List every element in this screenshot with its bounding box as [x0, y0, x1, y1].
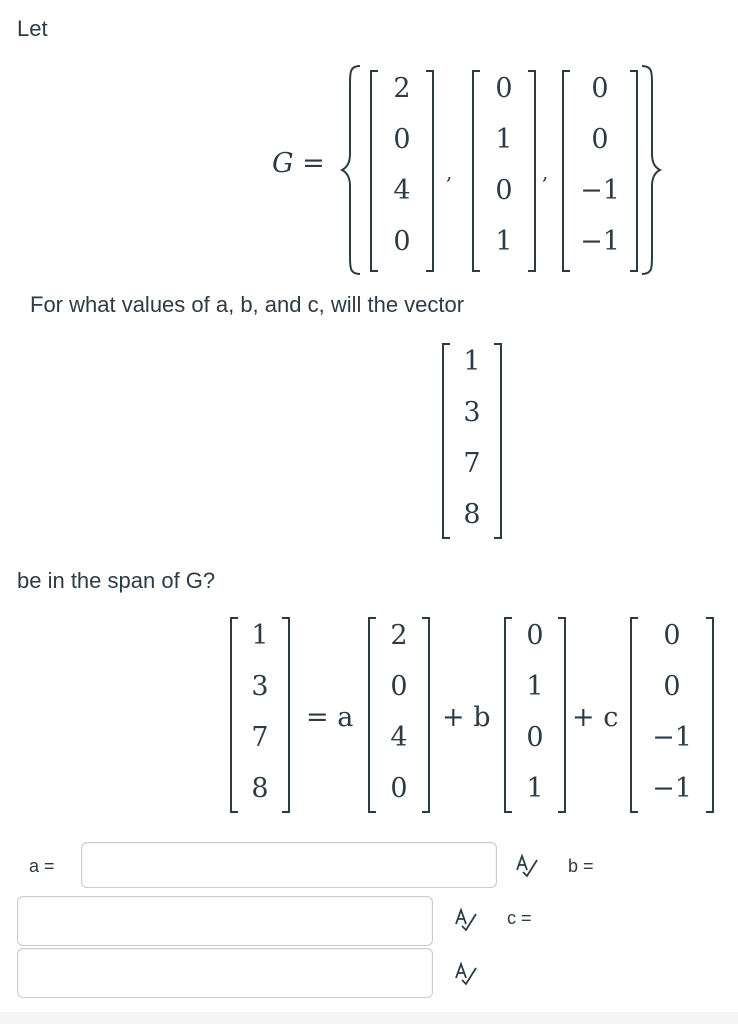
equation-editor-icon[interactable]	[513, 852, 539, 878]
eq3-entry-4: −1	[652, 773, 692, 804]
g3-entry-2: 0	[591, 124, 609, 155]
equation-editor-icon[interactable]	[452, 906, 478, 932]
target-vector	[442, 343, 502, 539]
eq3-entry-2: 0	[663, 671, 681, 702]
g3-entry-4: −1	[580, 226, 620, 257]
b-input[interactable]	[17, 896, 433, 946]
g1-entry-2: 0	[393, 124, 411, 155]
a-input[interactable]	[81, 842, 497, 888]
g3-entry-1: 0	[591, 73, 609, 104]
eq1-entry-3: 4	[390, 722, 408, 753]
g2-entry-3: 0	[495, 175, 513, 206]
question-text: For what values of a, b, and c, will the vector	[30, 292, 465, 317]
footer-strip	[0, 1012, 738, 1024]
eq-target-entry-4: 8	[251, 773, 269, 804]
g-vector-1	[370, 70, 434, 272]
let-text: Let	[17, 16, 48, 41]
eq3-entry-3: −1	[652, 722, 692, 753]
set-equals: =	[302, 148, 325, 179]
set-name-symbol: G	[272, 148, 294, 179]
g1-entry-1: 2	[393, 73, 411, 104]
g1-entry-4: 0	[393, 226, 411, 257]
eq2-entry-1: 0	[526, 620, 544, 651]
g2-entry-2: 1	[495, 124, 513, 155]
eq-target-entry-1: 1	[251, 620, 269, 651]
c-label: c =	[507, 908, 532, 928]
eq3-entry-1: 0	[663, 620, 681, 651]
plus-b-text: + b	[442, 702, 491, 733]
a-label: a =	[29, 856, 55, 876]
eq2-entry-4: 1	[526, 773, 544, 804]
g-vector-2	[472, 70, 536, 272]
g-vector-3	[562, 70, 638, 272]
plus-c	[572, 702, 618, 733]
eq-vector-3	[630, 617, 714, 813]
right-brace	[640, 64, 662, 276]
equals-a-text: = a	[306, 702, 354, 733]
eq1-entry-1: 2	[390, 620, 408, 651]
g3-entry-3: −1	[580, 175, 620, 206]
plus-c-text: + c	[572, 702, 619, 733]
target-entry-3: 7	[463, 448, 481, 479]
g2-entry-4: 1	[495, 226, 513, 257]
equals-a	[306, 702, 353, 733]
eq-target-entry-2: 3	[251, 671, 269, 702]
target-entry-1: 1	[463, 346, 481, 377]
b-label: b =	[568, 856, 594, 876]
g1-entry-3: 4	[393, 175, 411, 206]
equation-editor-icon[interactable]	[452, 960, 478, 986]
left-brace	[340, 64, 362, 276]
target-entry-4: 8	[463, 499, 481, 530]
plus-b	[442, 702, 491, 733]
set-name	[272, 148, 325, 179]
eq1-entry-2: 0	[390, 671, 408, 702]
g2-entry-1: 0	[495, 73, 513, 104]
eq-target-entry-3: 7	[251, 722, 269, 753]
comma-2: ,	[542, 160, 549, 184]
eq2-entry-2: 1	[526, 671, 544, 702]
c-input[interactable]	[17, 948, 433, 998]
eq2-entry-3: 0	[526, 722, 544, 753]
eq-vector-1	[368, 617, 430, 813]
target-entry-2: 3	[463, 397, 481, 428]
comma-1: ,	[446, 160, 453, 184]
span-question-text: be in the span of G?	[17, 568, 216, 593]
eq-vector-2	[504, 617, 566, 813]
eq-target-vector	[230, 617, 290, 813]
eq1-entry-4: 0	[390, 773, 408, 804]
